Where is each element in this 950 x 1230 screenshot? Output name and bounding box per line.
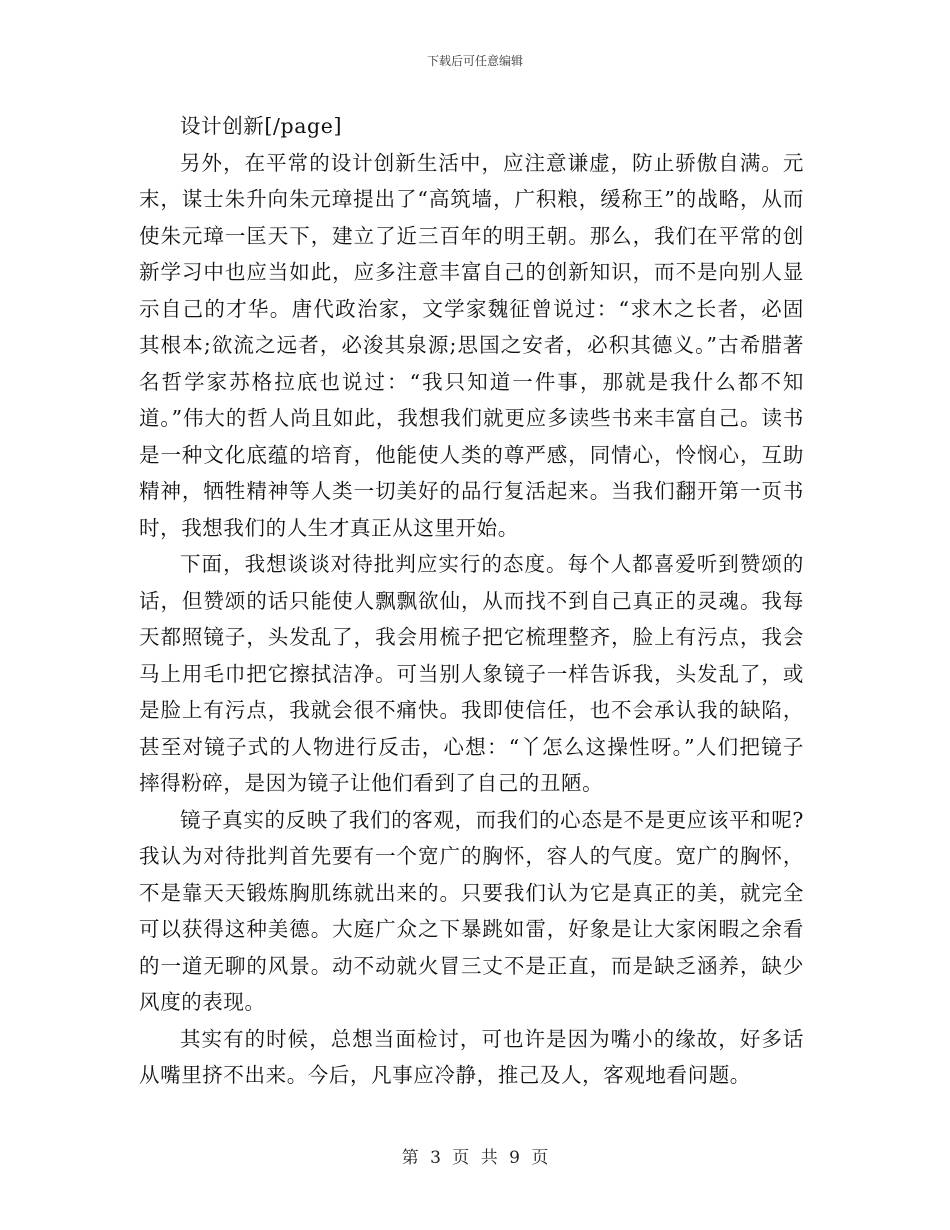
- paragraph-title: 设计创新[/page]: [180, 114, 343, 138]
- paragraph-mirror: 镜子真实的反映了我们的客观，而我们的心态是不是更应该平和呢?我认为对待批判首先要有一个宽广的胸怀，容人的气度。宽广的胸怀，不是靠天天锻炼胸肌练就出来的。只要我们认为它是真正的美，就完全可以获得这种美德。大庭广众之下暴跳如雷，好象是让大家闲暇之余看的一道无聊的风景。动不动就火冒三丈不是正直，而是缺乏涵养，缺少风度的表现。: [139, 807, 804, 1014]
- page-header-note: 下载后可任意编辑: [426, 54, 523, 68]
- paragraph-humility: 另外，在平常的设计创新生活中，应注意谦虚，防止骄傲自满。元末，谋士朱升向朱元璋提出了“高筑墙，广积粮，缓称王”的战略，从而使朱元璋一匡天下，建立了近三百年的明王朝。那么，我们在平常的创新学习中也应当如此，应多注意丰富自己的创新知识，而不是向别人显示自己的才华。唐代政治家，文学家魏征曾说过：“求木之长者，必固其根本;欲流之远者，必浚其泉源;思国之安者，必积其德义。”古希腊著名哲学家苏格拉底也说过：“我只知道一件事，那就是我什么都不知道。”伟大的哲人尚且如此，我想我们就更应多读些书来丰富自己。读书是一种文化底蕴的培育，他能使人类的尊严感，同情心，怜悯心，互助精神，牺牲精神等人类一切美好的品行复活起来。当我们翻开第一页书时，我想我们的人生才真正从这里开始。: [139, 150, 804, 540]
- paragraph-criticism: 下面，我想谈谈对待批判应实行的态度。每个人都喜爱听到赞颂的话，但赞颂的话只能使人飘飘欲仙，从而找不到自己真正的灵魂。我每天都照镜子，头发乱了，我会用梳子把它梳理整齐，脸上有污点，我会马上用毛巾把它擦拭洁净。可当别人象镜子一样告诉我，头发乱了，或是脸上有污点，我就会很不痛快。我即使信任，也不会承认我的缺陷，甚至对镜子式的人物进行反击，心想：“丫怎么这操性呀。”人们把镜子摔得粉碎，是因为镜子让他们看到了自己的丑陋。: [139, 552, 804, 795]
- paragraph-conclusion: 其实有的时候，总想当面检讨，可也许是因为嘴小的缘故，好多话从嘴里挤不出来。今后，凡事应冷静，推己及人，客观地看问题。: [139, 1026, 804, 1087]
- document-body: [139, 108, 804, 1094]
- page-number: 第 3 页 共 9 页: [401, 1148, 549, 1168]
